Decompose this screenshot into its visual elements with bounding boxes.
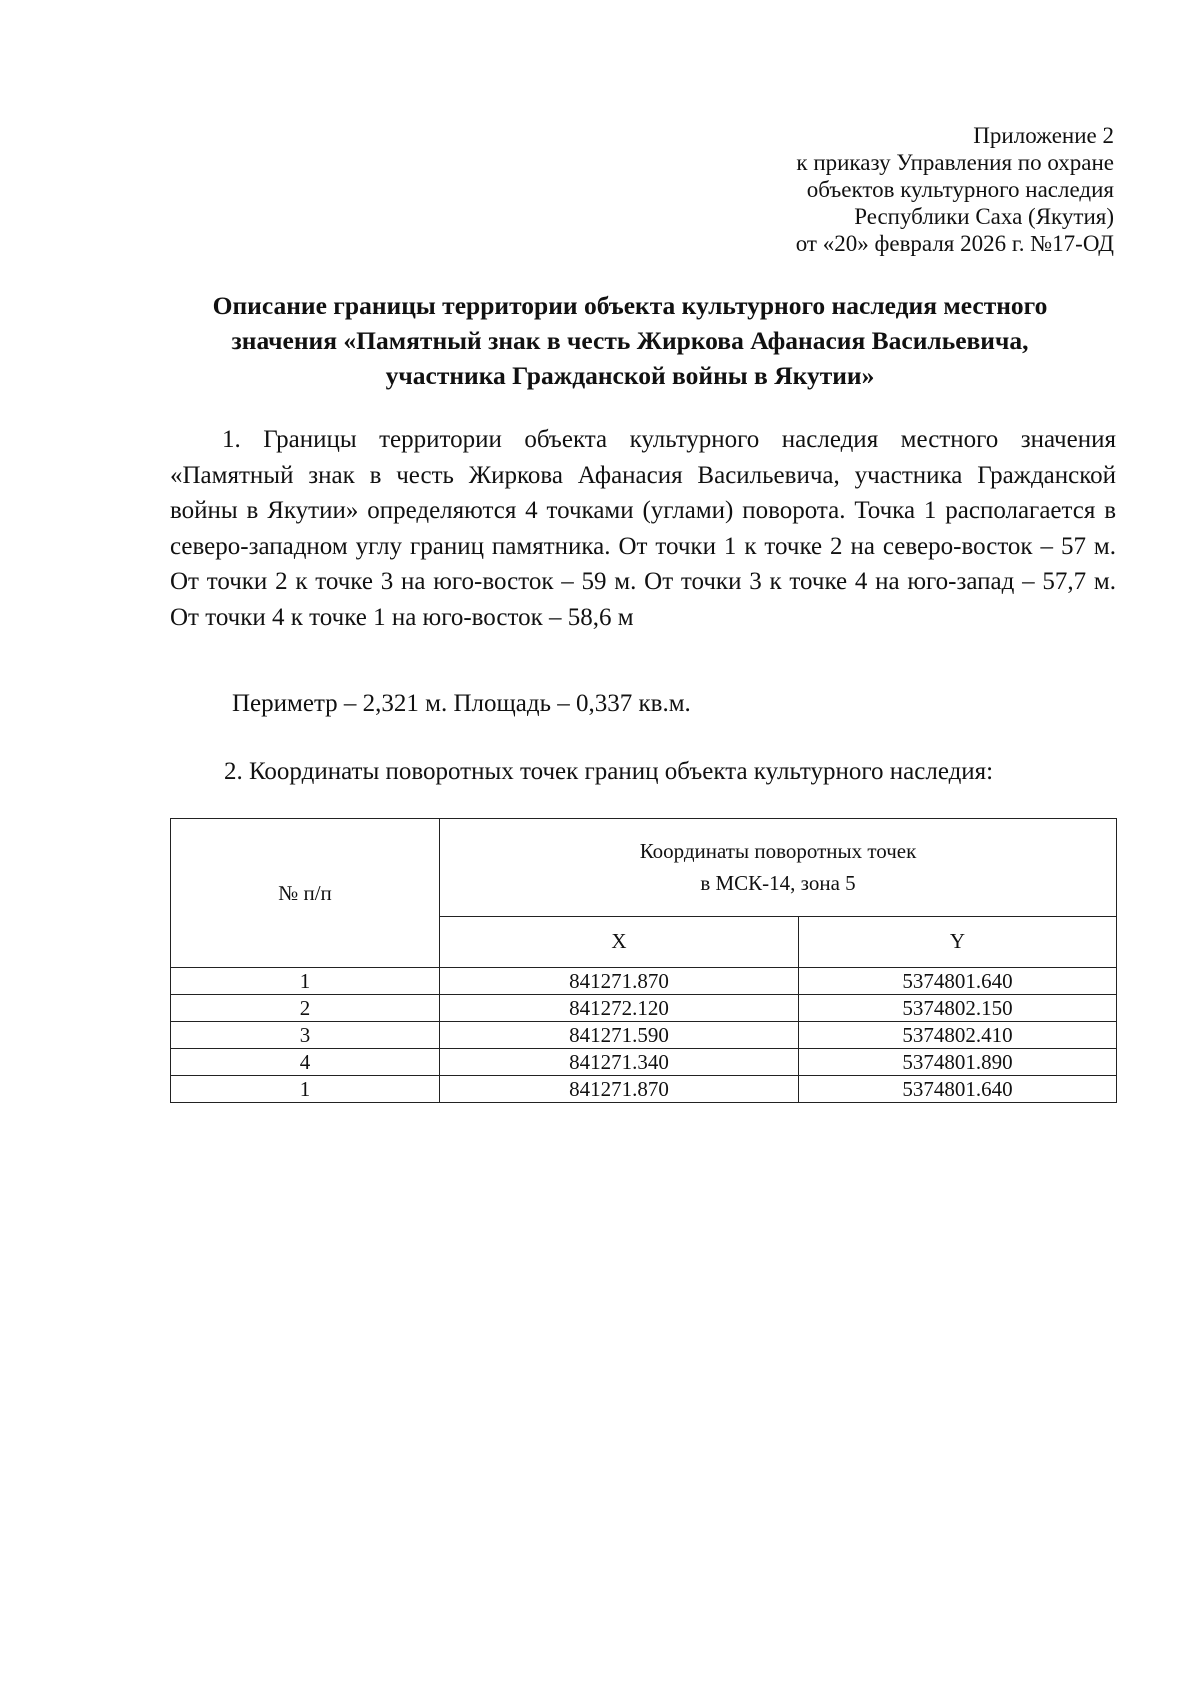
cell-x: 841271.340	[440, 1049, 799, 1076]
cell-y: 5374802.150	[799, 995, 1117, 1022]
cell-y: 5374802.410	[799, 1022, 1117, 1049]
cell-x: 841271.870	[440, 1076, 799, 1103]
appendix-block	[796, 122, 1114, 257]
cell-y: 5374801.640	[799, 968, 1117, 995]
table-header-row	[171, 819, 1117, 917]
appendix-line: объектов культурного наследия	[806, 177, 1114, 202]
header-y: Y	[799, 916, 1117, 967]
cell-y: 5374801.640	[799, 1076, 1117, 1103]
cell-x: 841272.120	[440, 995, 799, 1022]
title-line: значения «Памятный знак в честь Жиркова Афанасия Васильевича,	[231, 326, 1029, 355]
perimeter-area-line: Периметр – 2,321 м. Площадь – 0,337 кв.м.	[232, 690, 691, 717]
header-coordinates-line2: в МСК-14, зона 5	[700, 871, 856, 896]
table-row	[171, 1049, 1117, 1076]
section-2-heading: 2. Координаты поворотных точек границ объекта культурного наследия:	[224, 758, 994, 785]
table-row	[171, 995, 1117, 1022]
cell-number: 4	[171, 1049, 440, 1076]
table-row	[171, 1076, 1117, 1103]
header-x: X	[440, 916, 799, 967]
table-row	[171, 1022, 1117, 1049]
document-title	[150, 288, 1110, 393]
cell-y: 5374801.890	[799, 1049, 1117, 1076]
table-row	[171, 968, 1117, 995]
section-1-paragraph	[170, 422, 1116, 635]
cell-number: 3	[171, 1022, 440, 1049]
header-coordinates-line1: Координаты поворотных точек	[639, 839, 917, 864]
appendix-line: Приложение 2	[973, 123, 1114, 148]
cell-number: 1	[171, 968, 440, 995]
cell-number: 2	[171, 995, 440, 1022]
header-number: № п/п	[171, 819, 440, 968]
cell-number: 1	[171, 1076, 440, 1103]
appendix-line: от «20» февраля 2026 г. №17-ОД	[795, 231, 1114, 256]
section-1-text: 1. Границы территории объекта культурного наследия местного значения «Памятный знак в честь Жиркова Афанасия Васильевича, участника Гражданской войны в Якутии» определяются 4 точками (углами) поворота. Точка 1 располагается в северо-западном углу границ памятника. От точки 1 к точке 2 на северо-восток – 57 м. От точки 2 к точке 3 на юго-восток – 59 м. От точки 3 к точке 4 на юго-запад – 57,7 м. От точки 4 к точке 1 на юго-восток – 58,6 м	[170, 426, 1116, 631]
title-line: участника Гражданской войны в Якутии»	[385, 361, 875, 390]
title-line: Описание границы территории объекта культурного наследия местного	[212, 291, 1048, 320]
appendix-line: Республики Саха (Якутия)	[854, 204, 1114, 229]
appendix-line: к приказу Управления по охране	[796, 150, 1114, 175]
cell-x: 841271.590	[440, 1022, 799, 1049]
cell-x: 841271.870	[440, 968, 799, 995]
coordinates-table	[170, 818, 1117, 1103]
header-coordinates	[440, 819, 1117, 917]
